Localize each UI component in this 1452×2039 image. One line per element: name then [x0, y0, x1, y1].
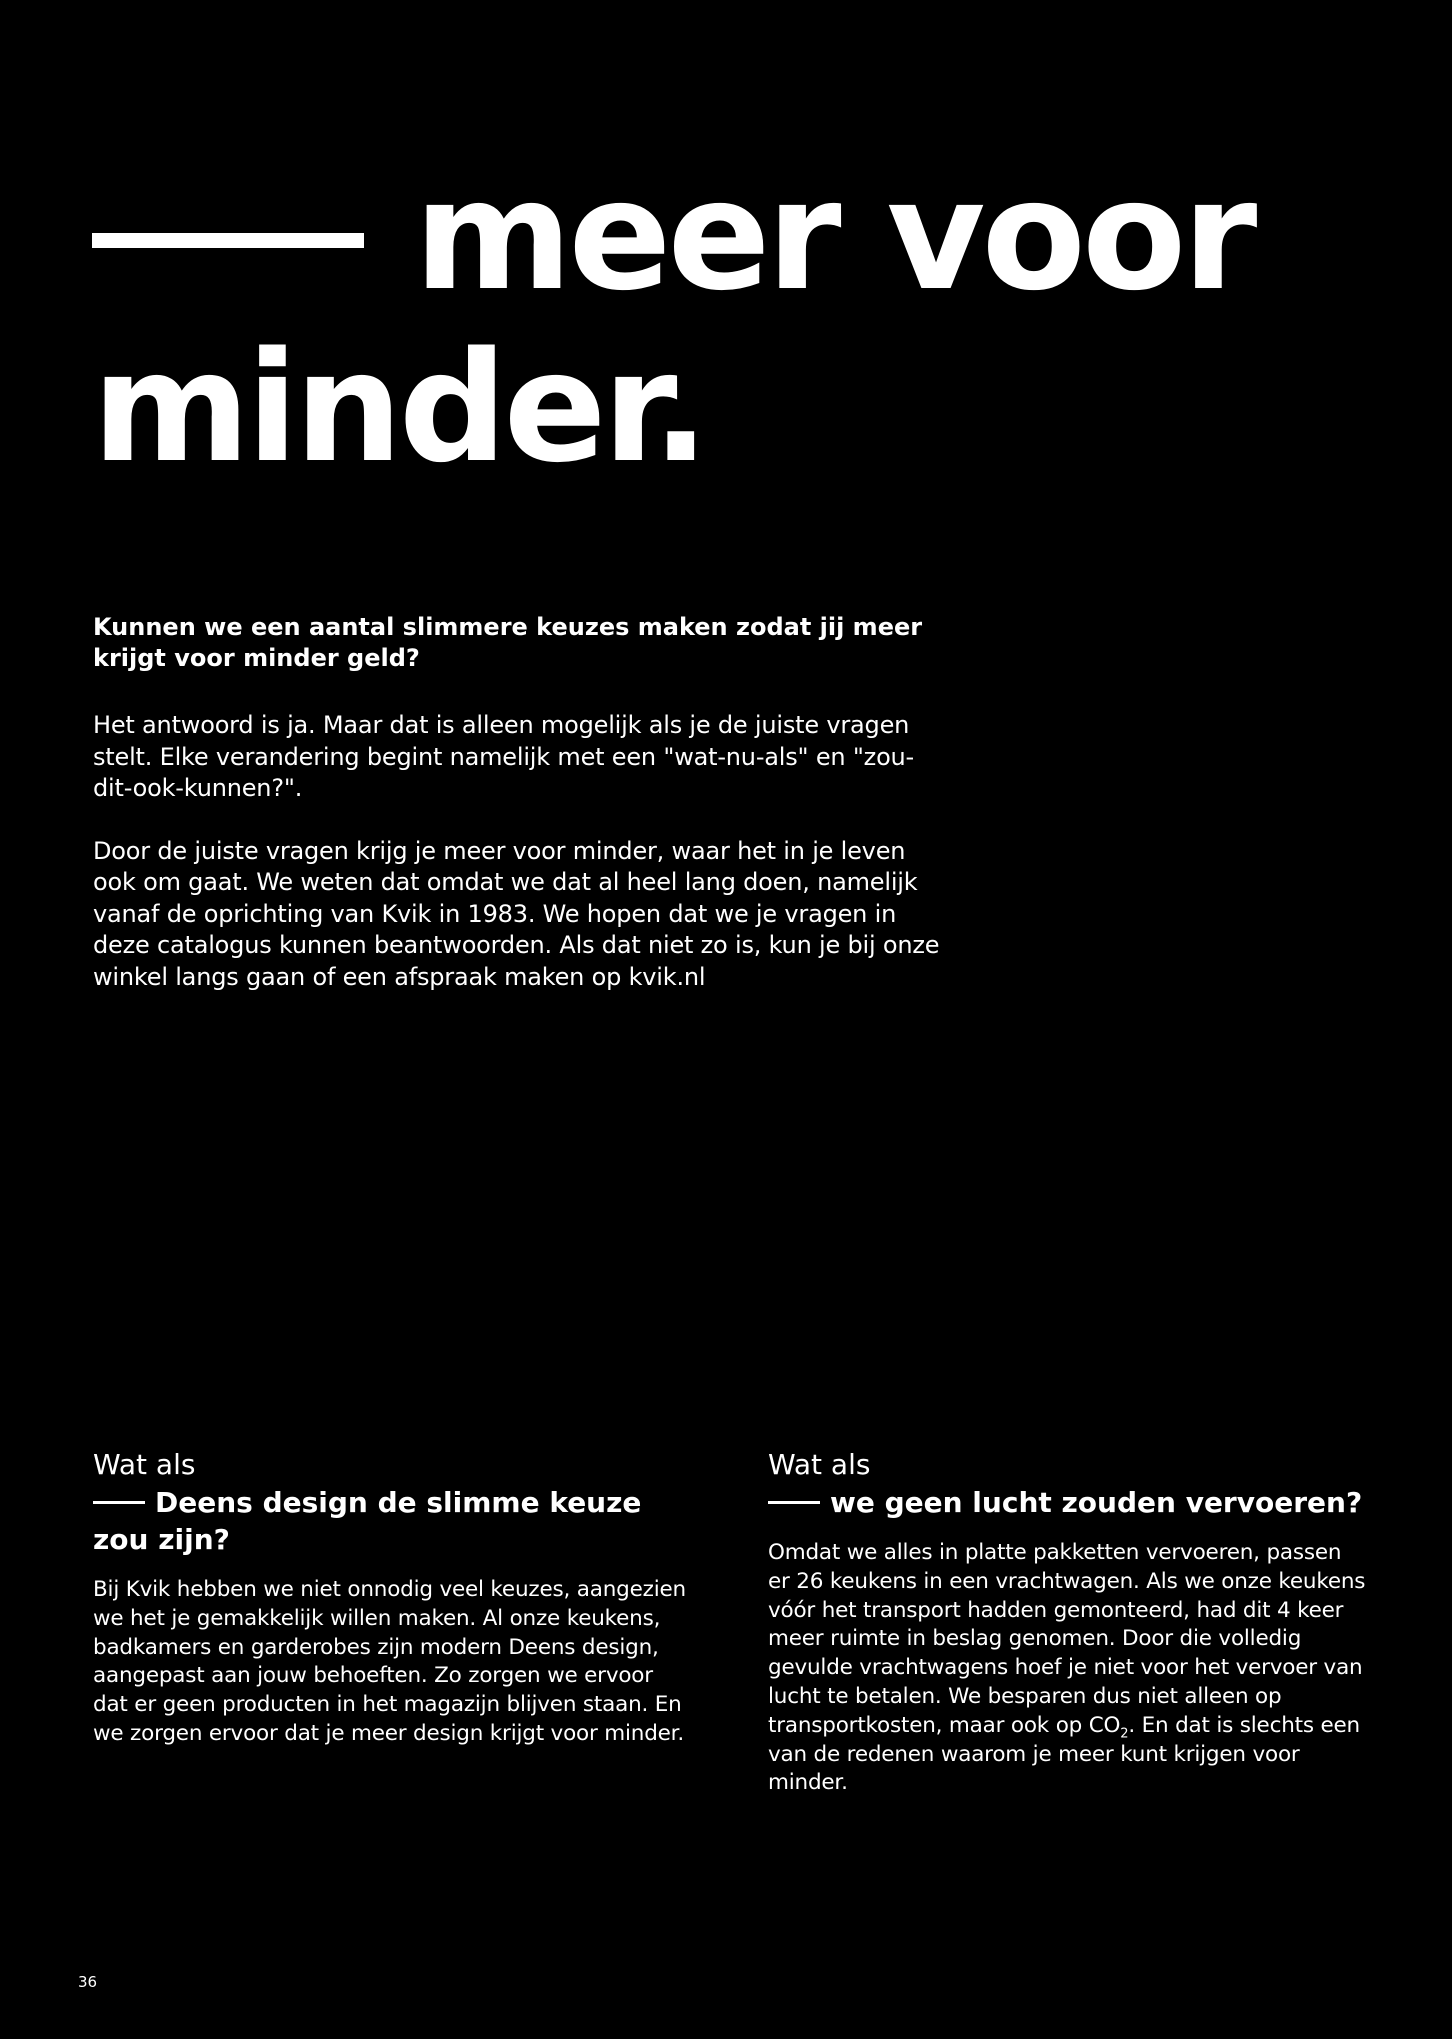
headline-line2: minder. — [92, 319, 706, 496]
headline-line1: meer voor — [414, 147, 1254, 324]
column-deens-design — [93, 1446, 693, 1749]
column-left-title-text: Deens design de slimme keuze zou zijn? — [93, 1486, 642, 1556]
column-lucht-vervoeren — [768, 1446, 1368, 1798]
intro-question: Kunnen we een aantal slimmere keuzes maken zodat jij meer krijgt voor minder geld? — [93, 613, 923, 672]
intro-paragraph-1: Het antwoord is ja. Maar dat is alleen mogelijk als je de juiste vragen stelt. Elke verandering begint namelijk met een "wat-nu-als" en "zou-dit-ook-kunnen?". — [93, 711, 915, 802]
intro-section — [93, 612, 953, 1024]
column-left-kicker: Wat als — [93, 1448, 196, 1481]
page-number: 36 — [78, 1973, 98, 1991]
column-left-text: Bij Kvik hebben we niet onnodig veel keuzes, aangezien we het je gemakkelijk willen maken. Al onze keukens, badkamers en garderobes zijn modern Deens design, aangepast aan jouw behoeften. Zo zorgen we ervoor dat er geen producten in het magazijn blijven staan. En we zorgen ervoor dat je meer design krijgt voor minder. — [93, 1577, 686, 1746]
intro-paragraph-2: Door de juiste vragen krijg je meer voor minder, waar het in je leven ook om gaat. We weten dat omdat we dat al heel lang doen, namelijk vanaf de oprichting van Kvik in 1983. We hopen dat we je vragen in deze catalogus kunnen beantwoorden. Als dat niet zo is, kun je bij onze winkel langs gaan of een afspraak maken op kvik.nl — [93, 836, 940, 991]
column-right-kicker: Wat als — [768, 1448, 871, 1481]
headline — [92, 147, 1254, 496]
column-right-text-end: . En dat is slechts een van de redenen waarom je meer kunt krijgen voor minder. — [768, 1712, 1360, 1796]
column-right-title-text: we geen lucht zouden vervoeren? — [830, 1486, 1363, 1519]
column-right-text — [768, 1539, 1368, 1798]
headline-dash-rule — [92, 233, 364, 248]
title-dash-rule — [93, 1501, 145, 1504]
column-right-text-start: Omdat we alles in platte pakketten vervoeren, passen er 26 keukens in een vrachtwagen. Als we onze keukens vóór het transport hadden gemonteerd, had dit 4 keer meer ruimte in beslag genomen. Door die volledig gevulde vrachtwagens hoef je niet voor het vervoer van lucht te betalen. We besparen dus niet alleen op transportkosten, maar ook op CO — [768, 1540, 1366, 1738]
co2-subscript: 2 — [1120, 1726, 1129, 1742]
column-right-title — [768, 1484, 1368, 1521]
title-dash-rule — [768, 1501, 820, 1504]
column-left-title — [93, 1484, 693, 1558]
